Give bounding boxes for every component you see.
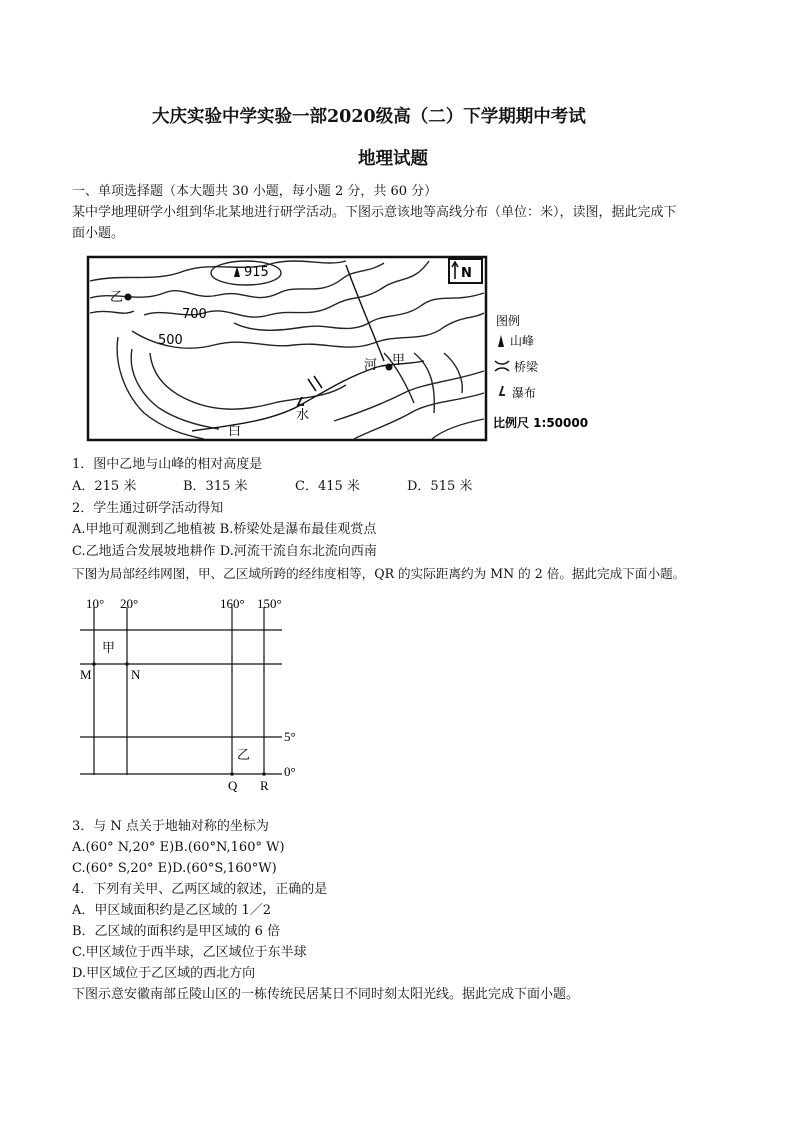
- point-r-marker: [262, 772, 266, 776]
- intro-line-2: 面小题。: [72, 226, 125, 241]
- q4-option-b: B．乙区域的面积约是甲区域的 6 倍: [72, 924, 281, 939]
- point-r-label: R: [260, 778, 269, 793]
- section3-intro: 下图示意安徽南部丘陵山区的一栋传统民居某日不同时刻太阳光线。据此完成下面小题。: [72, 987, 580, 1002]
- legend-peak-icon: [498, 335, 504, 347]
- bridge-icon: [308, 376, 322, 391]
- q3-stem: 3．与 N 点关于地轴对称的坐标为: [72, 819, 269, 834]
- river-label-he: 河: [364, 358, 378, 373]
- lat-5-label: 5°: [284, 729, 296, 744]
- q4-option-c: C.甲区域位于西半球，乙区域位于东半球: [72, 945, 307, 960]
- contour-lines: [90, 261, 484, 439]
- section-heading: 一、单项选择题（本大题共 30 小题，每小题 2 分，共 60 分）: [72, 184, 438, 199]
- q1-option-a: A．215 米: [72, 479, 137, 494]
- north-arrow-icon: [452, 262, 458, 279]
- legend-bridge-label: 桥梁: [514, 360, 539, 374]
- q3-options-line-1: A.(60° N,20° E)B.(60°N,160° W): [72, 840, 285, 855]
- q2-options-line-2: C.乙地适合发展坡地耕作 D.河流干流自东北流向西南: [72, 544, 377, 559]
- point-q-label: Q: [228, 778, 238, 793]
- legend-peak-label: 山峰: [510, 334, 535, 348]
- q1-stem: 1．图中乙地与山峰的相对高度是: [72, 457, 263, 472]
- lon-160-label: 160°: [220, 596, 245, 611]
- graticule-lines: [80, 607, 282, 775]
- point-yi-marker: [125, 294, 132, 301]
- lon-20-label: 20°: [120, 596, 139, 611]
- page-title: 大庆实验中学实验一部2020级高（二）下学期期中考试: [152, 107, 586, 127]
- q2-stem: 2．学生通过研学活动得知: [72, 501, 224, 516]
- map-frame: [88, 257, 486, 440]
- q1-option-d: D．515 米: [407, 479, 473, 494]
- north-label: N: [461, 266, 472, 281]
- river-label-shui: 水: [296, 408, 310, 423]
- contour-label-500: 500: [158, 333, 183, 348]
- legend-bridge-icon: [495, 361, 509, 371]
- section2-intro: 下图为局部经纬网图，甲、乙区域所跨的经纬度相等，QR 的实际距离约为 MN 的 2 倍。据此完成下面小题。: [72, 566, 686, 581]
- point-n-label: N: [131, 667, 141, 682]
- contour-label-700: 700: [182, 307, 207, 322]
- lat-0-label: 0°: [284, 764, 296, 779]
- page-subtitle: 地理试题: [358, 149, 428, 169]
- lon-150-label: 150°: [257, 596, 282, 611]
- point-m-label: M: [80, 667, 92, 682]
- point-yi-label: 乙: [110, 290, 124, 305]
- point-m-marker: [92, 662, 96, 666]
- contour-map-figure: [84, 253, 604, 445]
- legend-waterfall-label: 瀑布: [512, 386, 537, 400]
- river-label-bai: 白: [228, 424, 242, 439]
- q2-options-line-1: A.甲地可观测到乙地植被 B.桥梁处是瀑布最佳观赏点: [72, 522, 377, 537]
- point-jia-label: 甲: [392, 353, 406, 368]
- q3-options-line-2: C.(60° S,20° E)D.(60°S,160°W): [72, 861, 277, 876]
- q4-option-a: A．甲区域面积约是乙区域的 1／2: [72, 903, 272, 918]
- q1-option-b: B．315 米: [183, 479, 248, 494]
- point-n-marker: [125, 662, 129, 666]
- q4-stem: 4．下列有关甲、乙两区域的叙述，正确的是: [72, 882, 328, 897]
- graticule-figure: [72, 592, 312, 814]
- region-yi-label: 乙: [237, 747, 251, 762]
- q1-option-c: C．415 米: [295, 479, 360, 494]
- peak-elevation-label: 915: [244, 265, 269, 280]
- legend-title: 图例: [496, 314, 521, 328]
- legend-waterfall-icon: [500, 386, 505, 395]
- q4-option-d: D.甲区域位于乙区域的西北方向: [72, 966, 256, 981]
- region-jia-label: 甲: [102, 640, 116, 655]
- map-scale: 比例尺 1:50000: [493, 416, 589, 430]
- point-q-marker: [230, 772, 234, 776]
- intro-line-1: 某中学地理研学小组到华北某地进行研学活动。下图示意该地等高线分布（单位：米），读图，据此完成下: [72, 205, 677, 220]
- lon-10-label: 10°: [86, 596, 105, 611]
